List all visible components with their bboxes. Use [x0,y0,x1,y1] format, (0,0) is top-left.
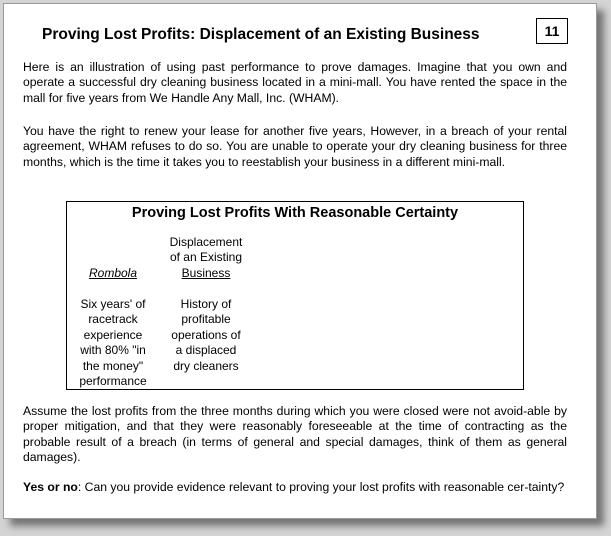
col-displacement-heading-line: Displacement [169,235,243,249]
col-displacement-heading-line: of an Existing [169,250,243,265]
col-displacement-line: operations of [171,327,241,342]
page-number: 11 [536,18,568,44]
col-rombola-line: experience [83,327,143,342]
col-displacement-line: a displaced [175,343,237,358]
col-displacement-line: dry cleaners [173,358,239,373]
col-rombola-line: Six years' of [80,297,146,311]
col-displacement-line: profitable [181,312,231,327]
paragraph-breach: You have the right to renew your lease for another five years, However, in a breach of your rental agreement, WHAM refuses to do so. You are unable to operate your dry cleaning business for three months, which is the time it takes you to reestablish your business in a different mini-mall. [23,124,567,169]
col-rombola-body [74,297,152,389]
col-rombola-line: the money" [82,358,144,373]
question-label: Yes or no [23,480,78,494]
col-rombola-line: with 80% "in [80,343,146,358]
paragraph-assumption: Assume the lost profits from the three months during which you were closed were not avoid-able by proper mitigation, and that they were reasonably foreseeable at the time of contracting as the probable result of a breach (in terms of general and special damages, think of them as general damages). [23,404,567,465]
paragraph-intro: Here is an illustration of using past performance to prove damages. Imagine that you own and operate a successful dry cleaning business located in a mini-mall. You have rented the space in the mall for five years from We Handle Any Mall, Inc. (WHAM). [23,60,567,105]
col-displacement-heading-line: Business [181,265,231,280]
col-rombola-heading: Rombola [88,266,138,280]
paragraph-question [23,480,567,495]
col-displacement-line: History of [180,297,232,311]
comparison-box-title: Proving Lost Profits With Reasonable Certainty [131,205,459,221]
col-displacement-body [161,297,251,374]
comparison-box [66,201,524,390]
col-displacement-heading [161,235,251,281]
col-rombola-line: performance [79,374,147,389]
slide-page [3,3,597,519]
question-text: : Can you provide evidence relevant to proving your lost profits with reasonable cer-tainty? [77,480,565,494]
col-rombola-line: racetrack [88,312,138,327]
slide-title: Proving Lost Profits: Displacement of an Existing Business [42,26,480,43]
